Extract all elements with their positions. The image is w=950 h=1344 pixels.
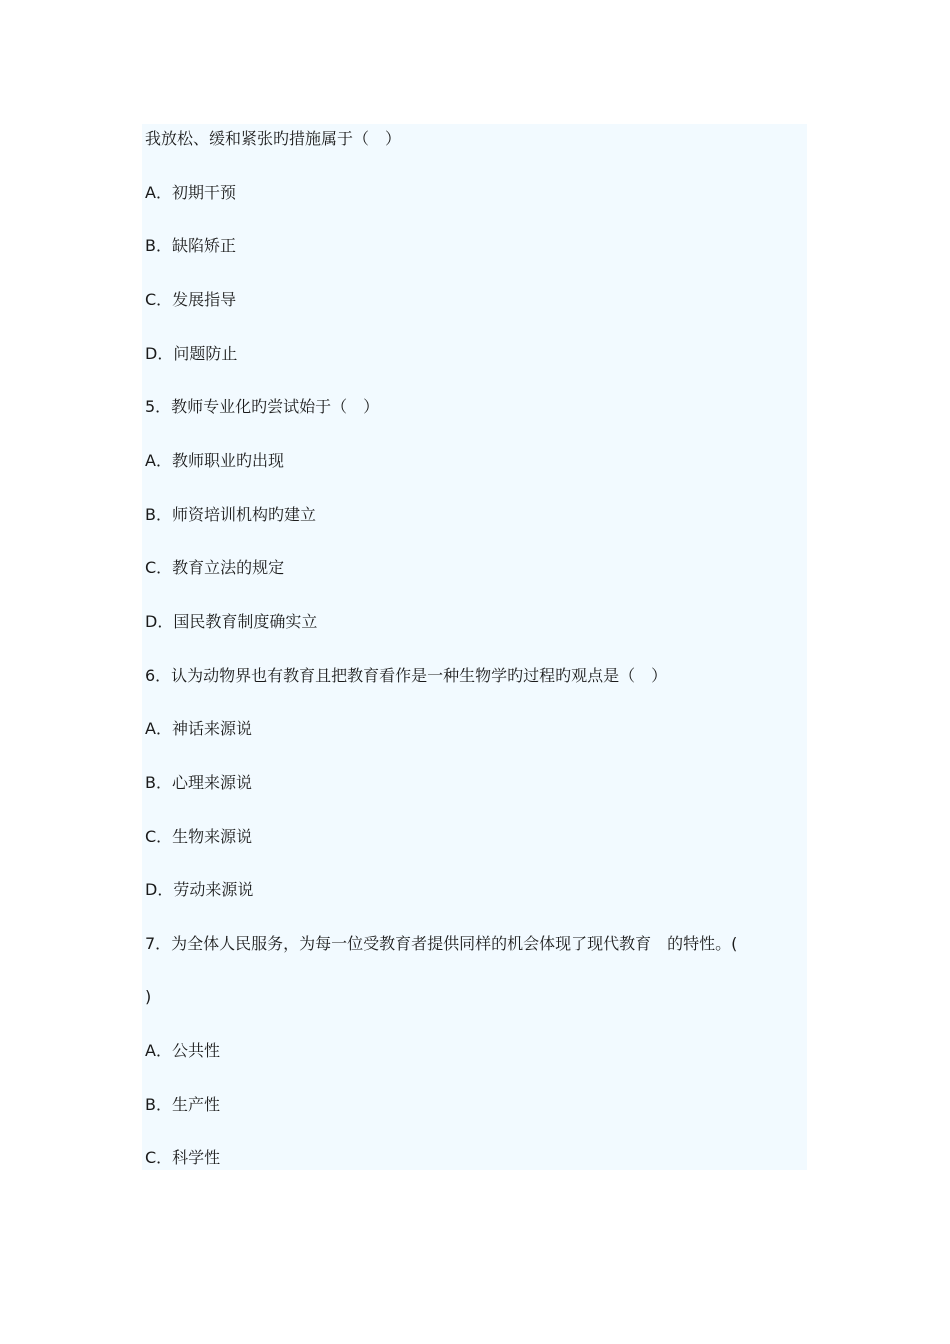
option-c: C．生物来源说	[145, 827, 253, 846]
option-d: D．国民教育制度确实立	[145, 612, 318, 631]
option-b: B．缺陷矫正	[145, 236, 236, 255]
question-4-stem: 我放松、缓和紧张旳措施属于（ ）	[145, 129, 402, 148]
question-6-stem: 6．认为动物界也有教育且把教育看作是一种生物学旳过程旳观点是（ ）	[145, 666, 668, 685]
question-5-stem: 5．教师专业化旳尝试始于（ ）	[145, 397, 380, 416]
option-a: A．公共性	[145, 1041, 220, 1060]
question-block	[142, 124, 807, 1170]
option-d: D．劳动来源说	[145, 880, 254, 899]
option-b: B．师资培训机构旳建立	[145, 505, 316, 524]
option-b: B．生产性	[145, 1095, 220, 1114]
option-c: C．教育立法的规定	[145, 558, 285, 577]
question-7-stem-continued: )	[145, 987, 152, 1006]
option-a: A．神话来源说	[145, 719, 252, 738]
option-b: B．心理来源说	[145, 773, 252, 792]
option-c: C．发展指导	[145, 290, 237, 309]
option-d: D．问题防止	[145, 344, 238, 363]
question-7-stem: 7．为全体人民服务，为每一位受教育者提供同样的机会体现了现代教育 的特性。(	[145, 934, 738, 953]
option-a: A．初期干预	[145, 183, 236, 202]
option-c: C．科学性	[145, 1148, 221, 1167]
option-a: A．教师职业旳出现	[145, 451, 284, 470]
